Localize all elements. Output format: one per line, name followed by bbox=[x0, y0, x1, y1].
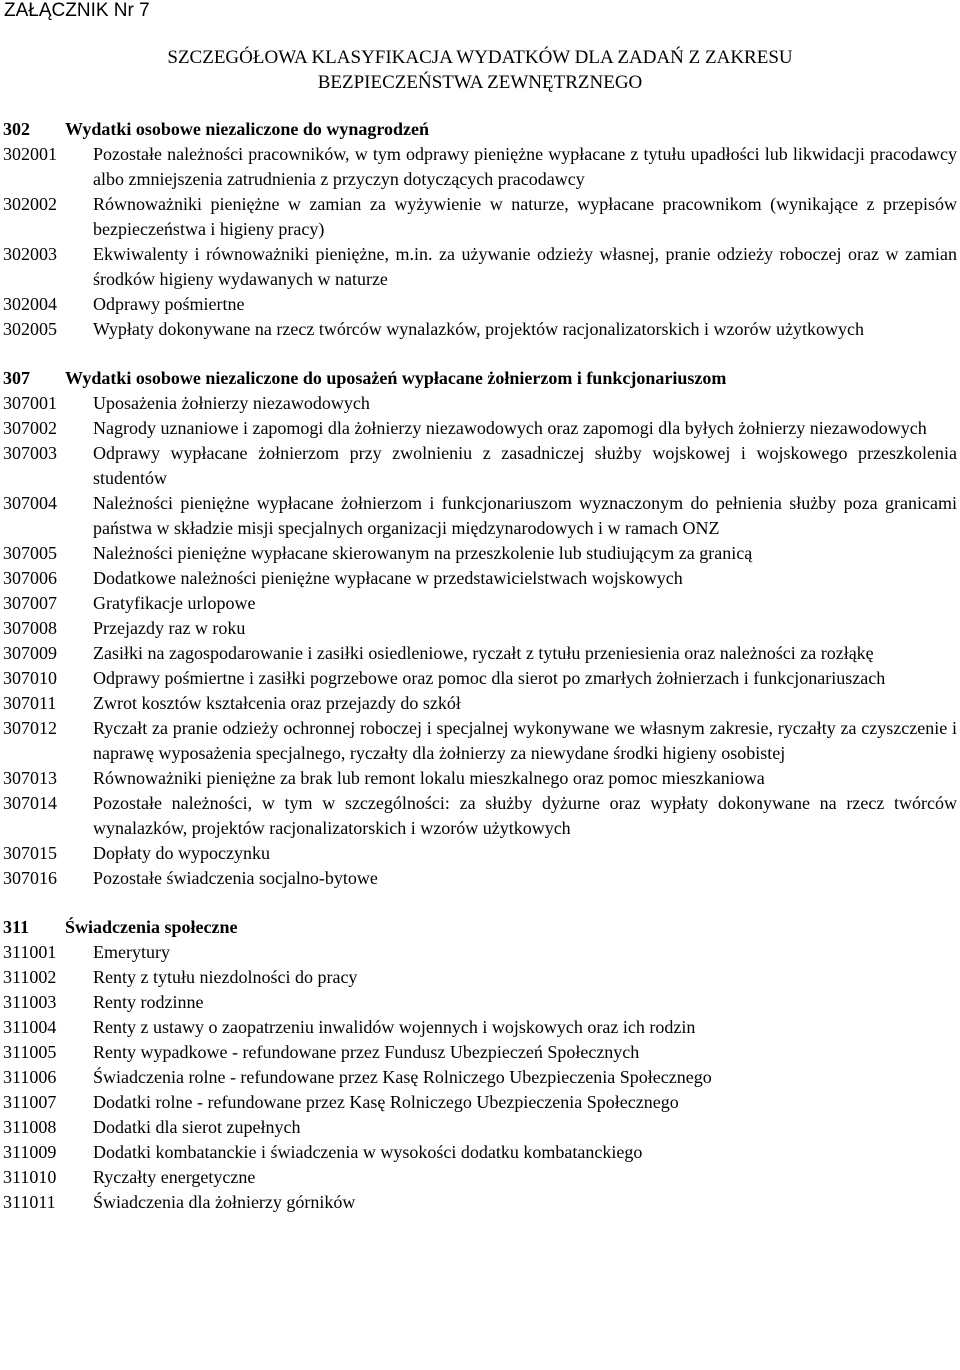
item-code: 307010 bbox=[3, 668, 57, 688]
item-text: Ryczałty energetyczne bbox=[93, 1167, 256, 1187]
classification-item bbox=[3, 541, 957, 566]
classification-item bbox=[3, 142, 957, 192]
classification-item bbox=[3, 566, 957, 591]
classification-item bbox=[3, 866, 957, 891]
item-text: Świadczenia rolne - refundowane przez Kasę Rolniczego Ubezpieczenia Społecznego bbox=[93, 1067, 712, 1087]
classification-item bbox=[3, 391, 957, 416]
section-title: Wydatki osobowe niezaliczone do wynagrodzeń bbox=[65, 119, 430, 139]
item-code: 307012 bbox=[3, 718, 57, 738]
item-text: Pozostałe należności pracowników, w tym odprawy pieniężne wypłacane z tytułu upadłości lub likwidacji pracodawcy albo zmniejszenia zatrudnienia z przyczyn dotyczących pracodawcy bbox=[93, 144, 957, 189]
item-text: Ryczałt za pranie odzieży ochronnej roboczej i specjalnej wykonywane we własnym zakresie, ryczałty za czyszczenie i naprawę wyposażenia specjalnego, ryczałty dla żołnierzy za niewydane środki higieny osobistej bbox=[93, 718, 957, 763]
item-text: Dopłaty do wypoczynku bbox=[93, 843, 270, 863]
item-code: 311001 bbox=[3, 942, 57, 962]
item-text: Równoważniki pieniężne w zamian za wyżywienie w naturze, wypłacane pracownikom (wynikające z przepisów bezpieczeństwa i higieny pracy) bbox=[93, 194, 957, 239]
item-text: Równoważniki pieniężne za brak lub remont lokalu mieszkalnego oraz pomoc mieszkaniowa bbox=[93, 768, 765, 788]
classification-item bbox=[3, 841, 957, 866]
item-text: Renty z tytułu niezdolności do pracy bbox=[93, 967, 358, 987]
classification-item bbox=[3, 766, 957, 791]
item-code: 311005 bbox=[3, 1042, 57, 1062]
item-code: 311011 bbox=[3, 1192, 56, 1212]
item-text: Dodatkowe należności pieniężne wypłacane w przedstawicielstwach wojskowych bbox=[93, 568, 683, 588]
item-text: Dodatki rolne - refundowane przez Kasę Rolniczego Ubezpieczenia Społecznego bbox=[93, 1092, 679, 1112]
item-code: 307016 bbox=[3, 868, 57, 888]
title-line-1: SZCZEGÓŁOWA KLASYFIKACJA WYDATKÓW DLA ZADAŃ Z ZAKRESU bbox=[167, 47, 793, 68]
section-code: 307 bbox=[3, 368, 30, 388]
item-text: Renty wypadkowe - refundowane przez Fundusz Ubezpieczeń Społecznych bbox=[93, 1042, 640, 1062]
item-code: 307003 bbox=[3, 443, 57, 463]
title-line-2: BEZPIECZEŃSTWA ZEWNĘTRZNEGO bbox=[317, 72, 643, 93]
section-title: Wydatki osobowe niezaliczone do uposażeń wypłacane żołnierzom i funkcjonariuszom bbox=[65, 368, 727, 388]
classification-item bbox=[3, 1065, 957, 1090]
item-text: Dodatki dla sierot zupełnych bbox=[93, 1117, 301, 1137]
item-code: 302004 bbox=[3, 294, 57, 314]
item-code: 307009 bbox=[3, 643, 57, 663]
classification-item bbox=[3, 441, 957, 491]
classification-item bbox=[3, 940, 957, 965]
classification-item bbox=[3, 1165, 957, 1190]
classification-item bbox=[3, 1090, 957, 1115]
classification-item bbox=[3, 990, 957, 1015]
classification-item bbox=[3, 416, 957, 441]
section-heading bbox=[3, 117, 957, 142]
item-code: 307015 bbox=[3, 843, 57, 863]
item-text: Należności pieniężne wypłacane żołnierzom i funkcjonariuszom wyznaczonym do pełnienia służby poza granicami państwa w składzie misji specjalnych organizacji międzynarodowych i w ramach ONZ bbox=[93, 493, 957, 538]
item-code: 307013 bbox=[3, 768, 57, 788]
classification-list bbox=[3, 117, 957, 1215]
classification-item bbox=[3, 1040, 957, 1065]
classification-item bbox=[3, 1140, 957, 1165]
classification-item bbox=[3, 317, 957, 342]
item-code: 307008 bbox=[3, 618, 57, 638]
item-text: Zwrot kosztów kształcenia oraz przejazdy do szkół bbox=[93, 693, 461, 713]
item-code: 311003 bbox=[3, 992, 57, 1012]
item-code: 302002 bbox=[3, 194, 57, 214]
classification-item bbox=[3, 242, 957, 292]
item-code: 302005 bbox=[3, 319, 57, 339]
item-text: Odprawy wypłacane żołnierzom przy zwolnieniu z zasadniczej służby wojskowej i wojskowego przeszkolenia studentów bbox=[93, 443, 957, 488]
classification-item bbox=[3, 666, 957, 691]
classification-item bbox=[3, 716, 957, 766]
item-text: Pozostałe świadczenia socjalno-bytowe bbox=[93, 868, 378, 888]
attachment-label: ZAŁĄCZNIK Nr 7 bbox=[4, 0, 150, 21]
item-text: Renty rodzinne bbox=[93, 992, 204, 1012]
item-text: Świadczenia dla żołnierzy górników bbox=[93, 1192, 356, 1212]
item-text: Zasiłki na zagospodarowanie i zasiłki osiedleniowe, ryczałt z tytułu przeniesienia oraz należności za rozłąkę bbox=[93, 643, 874, 663]
item-text: Należności pieniężne wypłacane skierowanym na przeszkolenie lub studiującym za granicą bbox=[93, 543, 753, 563]
section-code: 311 bbox=[3, 917, 30, 937]
item-text: Nagrody uznaniowe i zapomogi dla żołnierzy niezawodowych oraz zapomogi dla byłych żołnierzy niezawodowych bbox=[93, 418, 927, 438]
item-text: Emerytury bbox=[93, 942, 170, 962]
item-code: 307004 bbox=[3, 493, 57, 513]
classification-item bbox=[3, 641, 957, 666]
classification-item bbox=[3, 616, 957, 641]
section-title: Świadczenia społeczne bbox=[65, 917, 238, 937]
item-text: Przejazdy raz w roku bbox=[93, 618, 246, 638]
document-title bbox=[0, 45, 960, 95]
item-text: Gratyfikacje urlopowe bbox=[93, 593, 256, 613]
section-code: 302 bbox=[3, 119, 30, 139]
item-text: Renty z ustawy o zaopatrzeniu inwalidów wojennych i wojskowych oraz ich rodzin bbox=[93, 1017, 696, 1037]
item-text: Dodatki kombatanckie i świadczenia w wysokości dodatku kombatanckiego bbox=[93, 1142, 643, 1162]
item-code: 311002 bbox=[3, 967, 57, 987]
item-text: Pozostałe należności, w tym w szczególności: za służby dyżurne oraz wypłaty dokonywane na rzecz twórców wynalazków, projektów racjonalizatorskich i wzorów użytkowych bbox=[93, 793, 957, 838]
section-heading bbox=[3, 366, 957, 391]
classification-item bbox=[3, 491, 957, 541]
section-heading bbox=[3, 915, 957, 940]
section-spacer bbox=[3, 891, 957, 915]
item-code: 307014 bbox=[3, 793, 57, 813]
item-text: Odprawy pośmiertne i zasiłki pogrzebowe oraz pomoc dla sierot po zmarłych żołnierzach i funkcjonariuszach bbox=[93, 668, 886, 688]
item-code: 311009 bbox=[3, 1142, 57, 1162]
classification-item bbox=[3, 1015, 957, 1040]
item-code: 311006 bbox=[3, 1067, 57, 1087]
item-code: 311010 bbox=[3, 1167, 57, 1187]
classification-item bbox=[3, 591, 957, 616]
classification-item bbox=[3, 691, 957, 716]
item-text: Wypłaty dokonywane na rzecz twórców wynalazków, projektów racjonalizatorskich i wzorów użytkowych bbox=[93, 319, 864, 339]
item-code: 307002 bbox=[3, 418, 57, 438]
item-code: 307006 bbox=[3, 568, 57, 588]
item-text: Odprawy pośmiertne bbox=[93, 294, 245, 314]
item-text: Ekwiwalenty i równoważniki pieniężne, m.in. za używanie odzieży własnej, pranie odzieży roboczej oraz w zamian środków higieny wydawanych w naturze bbox=[93, 244, 957, 289]
item-text: Uposażenia żołnierzy niezawodowych bbox=[93, 393, 370, 413]
item-code: 307011 bbox=[3, 693, 57, 713]
item-code: 307001 bbox=[3, 393, 57, 413]
classification-item bbox=[3, 965, 957, 990]
item-code: 307005 bbox=[3, 543, 57, 563]
classification-item bbox=[3, 791, 957, 841]
section-spacer bbox=[3, 342, 957, 366]
item-code: 302003 bbox=[3, 244, 57, 264]
item-code: 311007 bbox=[3, 1092, 57, 1112]
classification-item bbox=[3, 1190, 957, 1215]
classification-item bbox=[3, 1115, 957, 1140]
classification-item bbox=[3, 292, 957, 317]
item-code: 307007 bbox=[3, 593, 57, 613]
classification-item bbox=[3, 192, 957, 242]
item-code: 311004 bbox=[3, 1017, 57, 1037]
item-code: 311008 bbox=[3, 1117, 57, 1137]
item-code: 302001 bbox=[3, 144, 57, 164]
